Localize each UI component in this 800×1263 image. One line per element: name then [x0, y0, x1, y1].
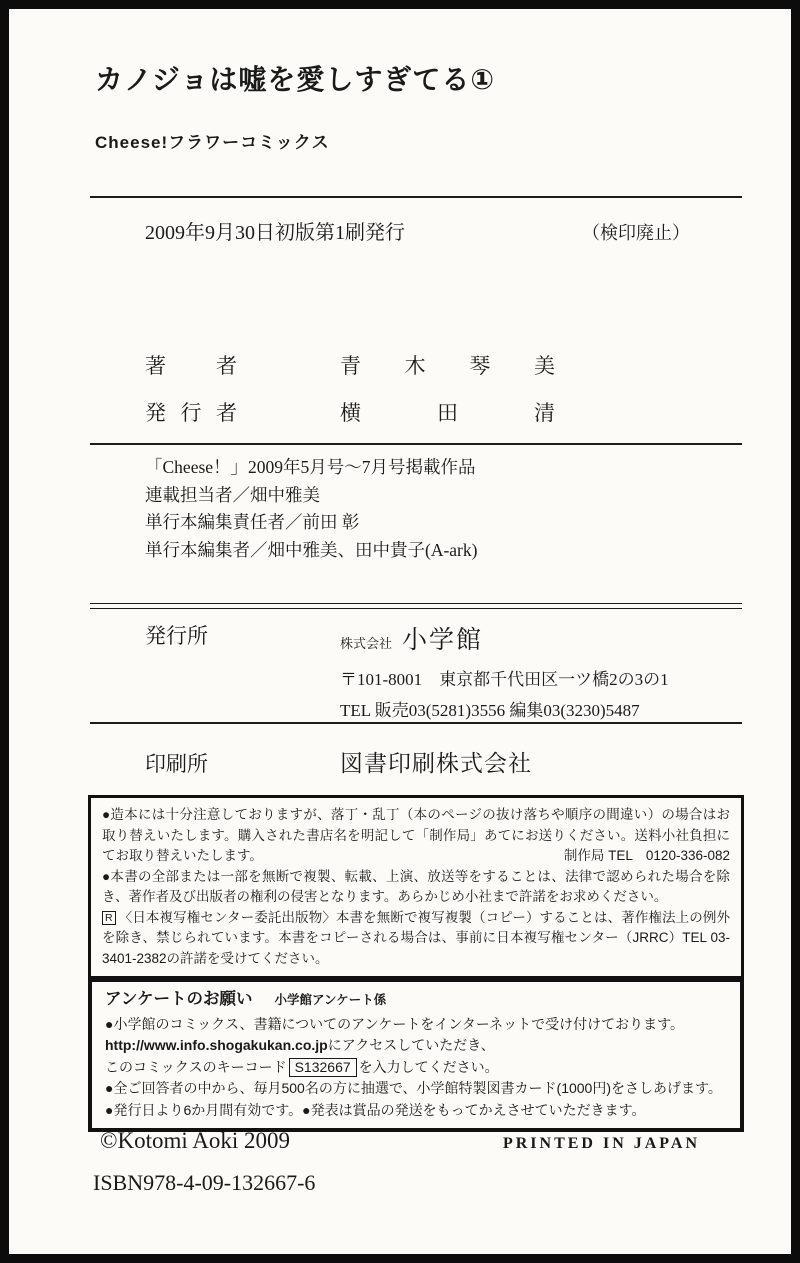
binding-defect-text: ●造本には十分注意しておりますが、落丁・乱丁（本のページの抜け落ちや順序の間違い）の場合はお取り替えいたします。購入された書店名を明記して「制作局」あてにお送りください。送料小社負担にてお取り替えいたします。	[102, 807, 730, 863]
serialization-editor-line: 連載担当者／畑中雅美	[145, 484, 320, 505]
double-divider	[90, 603, 742, 609]
survey-heading: アンケートのお願い	[105, 990, 253, 1008]
imprint-label: Cheese!フラワーコミックス	[95, 133, 330, 152]
copyright-notice-text: ●本書の全部または一部を無断で複製、転載、上演、放送等をすることは、法律で認められた場合を除き、著作者及び出版者の権利の侵害となります。あらかじめ小社まで許諾をお求めください。	[102, 868, 730, 904]
survey-heading-note: 小学館アンケート係	[274, 993, 387, 1007]
publisher-telephone: TEL 販売03(5281)3556 編集03(3230)5487	[340, 701, 640, 720]
survey-heading-row	[105, 989, 727, 1012]
survey-keycode-line	[105, 1057, 727, 1079]
printer-name: 図書印刷株式会社	[340, 751, 532, 776]
section-divider	[90, 443, 742, 445]
volume-chief-editor-line: 単行本編集責任者／前田 彰	[145, 512, 360, 532]
copyright-line: ©Kotomi Aoki 2009	[100, 1128, 290, 1153]
inspection-seal-note: （検印廃止）	[582, 223, 690, 243]
section-divider	[90, 722, 742, 724]
printer-block	[145, 745, 532, 778]
survey-intro-line: ●小学館のコミックス、書籍についてのアンケートをインターネットで受け付けております。	[105, 1015, 684, 1032]
serialization-block	[145, 454, 477, 564]
reproduction-rights-text: 〈日本複写権センター委託出版物〉本書を無断で複写複製（コピー）することは、著作権法上の例外を除き、禁じられています。本書をコピーされる場合は、事前に日本複写権センター（JRRC）TEL 03-3401-2382の許諾を受けてください。	[102, 909, 730, 966]
company-name: 小学館	[402, 627, 484, 654]
survey-url: http://www.info.shogakukan.co.jp	[105, 1037, 328, 1053]
section-divider	[90, 196, 742, 198]
book-title: カノジョは嘘を愛しすぎてる①	[95, 64, 496, 95]
reproduction-rights-notice	[102, 908, 730, 970]
author-row	[145, 350, 555, 380]
copyright-notice	[102, 867, 730, 908]
author-name: 青木琴美	[340, 354, 555, 378]
publishing-office-label: 発行所	[145, 624, 208, 648]
production-dept-tel: 制作局 TEL 0120-336-082	[563, 848, 730, 863]
edition-row	[145, 216, 690, 245]
serialization-source-line: 「Cheese！」2009年5月号～7月号掲載作品	[145, 457, 476, 477]
credits-block	[145, 350, 555, 444]
survey-request-box	[88, 978, 744, 1132]
publishing-office-block	[145, 620, 669, 721]
company-prefix: 株式会社	[340, 636, 393, 651]
keycode-suffix: を入力してください。	[358, 1058, 499, 1075]
publisher-person-name: 横田清	[340, 401, 555, 425]
publisher-address: 〒101-8001 東京都千代田区一ツ橋2の3の1	[340, 670, 669, 689]
survey-url-suffix: にアクセスしていただき、	[327, 1037, 495, 1053]
legal-notice-box	[88, 795, 744, 979]
printer-label: 印刷所	[145, 752, 208, 776]
edition-date: 2009年9月30日初版第1刷発行	[145, 222, 405, 244]
survey-url-line	[105, 1035, 727, 1057]
survey-validity-line: ●発行日より6か月間有効です。●発表は賞品の発送をもってかえさせていただきます。	[105, 1101, 646, 1118]
footer-row	[100, 1128, 700, 1154]
author-label: 著者	[145, 354, 237, 378]
publishing-office-details	[340, 620, 669, 721]
volume-editors-line: 単行本編集者／畑中雅美、田中貴子(A-ark)	[145, 539, 478, 560]
isbn-number: ISBN978-4-09-132667-6	[93, 1170, 316, 1195]
company-line	[340, 620, 669, 656]
survey-prize-line: ●全ご回答者の中から、毎月500名の方に抽選で、小学館特製図書カード(1000円)をさしあげます。	[105, 1080, 722, 1096]
printed-in-japan: PRINTED IN JAPAN	[502, 1135, 700, 1152]
publisher-person-label: 発行者	[145, 401, 237, 425]
binding-defect-notice	[102, 805, 730, 867]
keycode-value: S132667	[289, 1058, 357, 1077]
publisher-person-row	[145, 397, 555, 427]
keycode-prefix: このコミックスのキーコード	[105, 1058, 287, 1075]
header-block	[95, 58, 495, 153]
boxed-r-mark: R	[102, 911, 116, 925]
